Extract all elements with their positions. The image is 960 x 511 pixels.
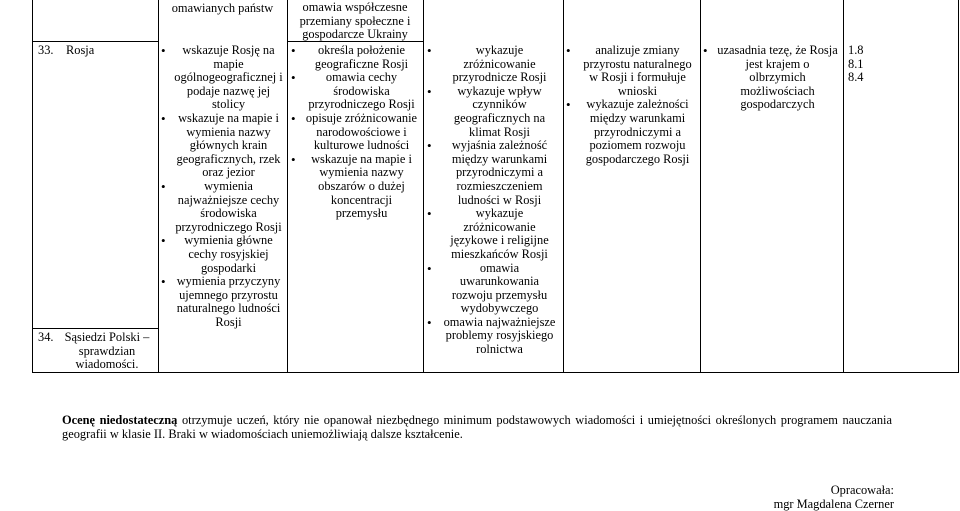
list-item: • analizuje zmiany przyrostu naturalnego w Rosji i formułuje wnioski (566, 44, 696, 98)
table-divider (843, 0, 844, 373)
list-item: • omawia cechy środowiska przyrodniczego Rosji (291, 71, 419, 112)
table-divider (158, 0, 159, 373)
requirements-list-a (161, 44, 283, 329)
table-divider (287, 0, 288, 373)
previous-row-b-fragment: omawia współczesne przemiany społeczne i gospodarcze Ukrainy (299, 0, 411, 42)
requirements-list-c (427, 44, 559, 357)
reference: 8.4 (848, 70, 864, 85)
list-item: • wymienia najważniejsze cechy środowiska przyrodniczego Rosji (161, 180, 283, 234)
curriculum-references (848, 44, 888, 85)
table-divider (700, 0, 701, 373)
failing-grade-note (62, 413, 892, 441)
list-item: • uzasadnia tezę, że Rosja jest krajem o olbrzymich możliwościach gospodarczych (703, 44, 839, 112)
grade-description: otrzymuje uczeń, który nie opanował niezbędnego minimum podstawowych wiadomości i umiejętności określonych programem nauczania geografii w klasie II. Braki w wiadomościach uniemożliwiają dalsze kształcenie. (62, 413, 892, 441)
requirements-list-b (291, 44, 419, 221)
row-number: 34. (38, 330, 54, 344)
table-divider (563, 0, 564, 373)
table-divider (423, 0, 424, 373)
author-name: mgr Magdalena Czerner (773, 497, 894, 511)
row-separator (32, 41, 158, 42)
list-item: • określa położenie geograficzne Rosji (291, 44, 419, 71)
previous-row-fragment: omawianych państw (171, 1, 274, 15)
list-item: • wykazuje zróżnicowanie przyrodnicze Rosji (427, 44, 559, 85)
list-item: • wymienia główne cechy rosyjskiej gospodarki (161, 234, 283, 275)
row-topic: Sąsiedzi Polski – sprawdzian wiadomości. (64, 330, 150, 372)
list-item: • wymienia przyczyny ujemnego przyrostu naturalnego ludności Rosji (161, 275, 283, 329)
requirements-list-d (566, 44, 696, 166)
grade-label: Ocenę niedostateczną (62, 413, 178, 427)
list-item: • wskazuje na mapie i wymienia nazwy głównych krain geograficznych, rzek oraz jezior (161, 112, 283, 180)
list-item: • wykazuje zależności między warunkami przyrodniczymi a poziomem rozwoju gospodarczego Rosji (566, 98, 696, 166)
list-item: • opisuje zróżnicowanie narodowościowe i kulturowe ludności (291, 112, 419, 153)
row-number: 33. (38, 43, 54, 57)
reference: 8.1 (848, 56, 864, 71)
requirements-list-e (703, 44, 839, 112)
list-item: • wyjaśnia zależność między warunkami przyrodniczymi a rozmieszczeniem ludności w Rosji (427, 139, 559, 207)
row-topic: Rosja (66, 43, 95, 57)
list-item: • wykazuje zróżnicowanie językowe i religijne mieszkańców Rosji (427, 207, 559, 261)
list-item: • wskazuje na mapie i wymienia nazwy obszarów o dużej koncentracji przemysłu (291, 153, 419, 221)
row-separator (32, 328, 158, 329)
list-item: • omawia najważniejsze problemy rosyjskiego rolnictwa (427, 316, 559, 357)
reference: 1.8 (848, 43, 864, 57)
list-item: • wykazuje wpływ czynników geograficznych na klimat Rosji (427, 85, 559, 139)
list-item: • wskazuje Rosję na mapie ogólnogeograficznej i podaje nazwę jej stolicy (161, 44, 283, 112)
author-label: Opracowała: (830, 483, 894, 497)
list-item: • omawia uwarunkowania rozwoju przemysłu wydobywczego (427, 262, 559, 316)
